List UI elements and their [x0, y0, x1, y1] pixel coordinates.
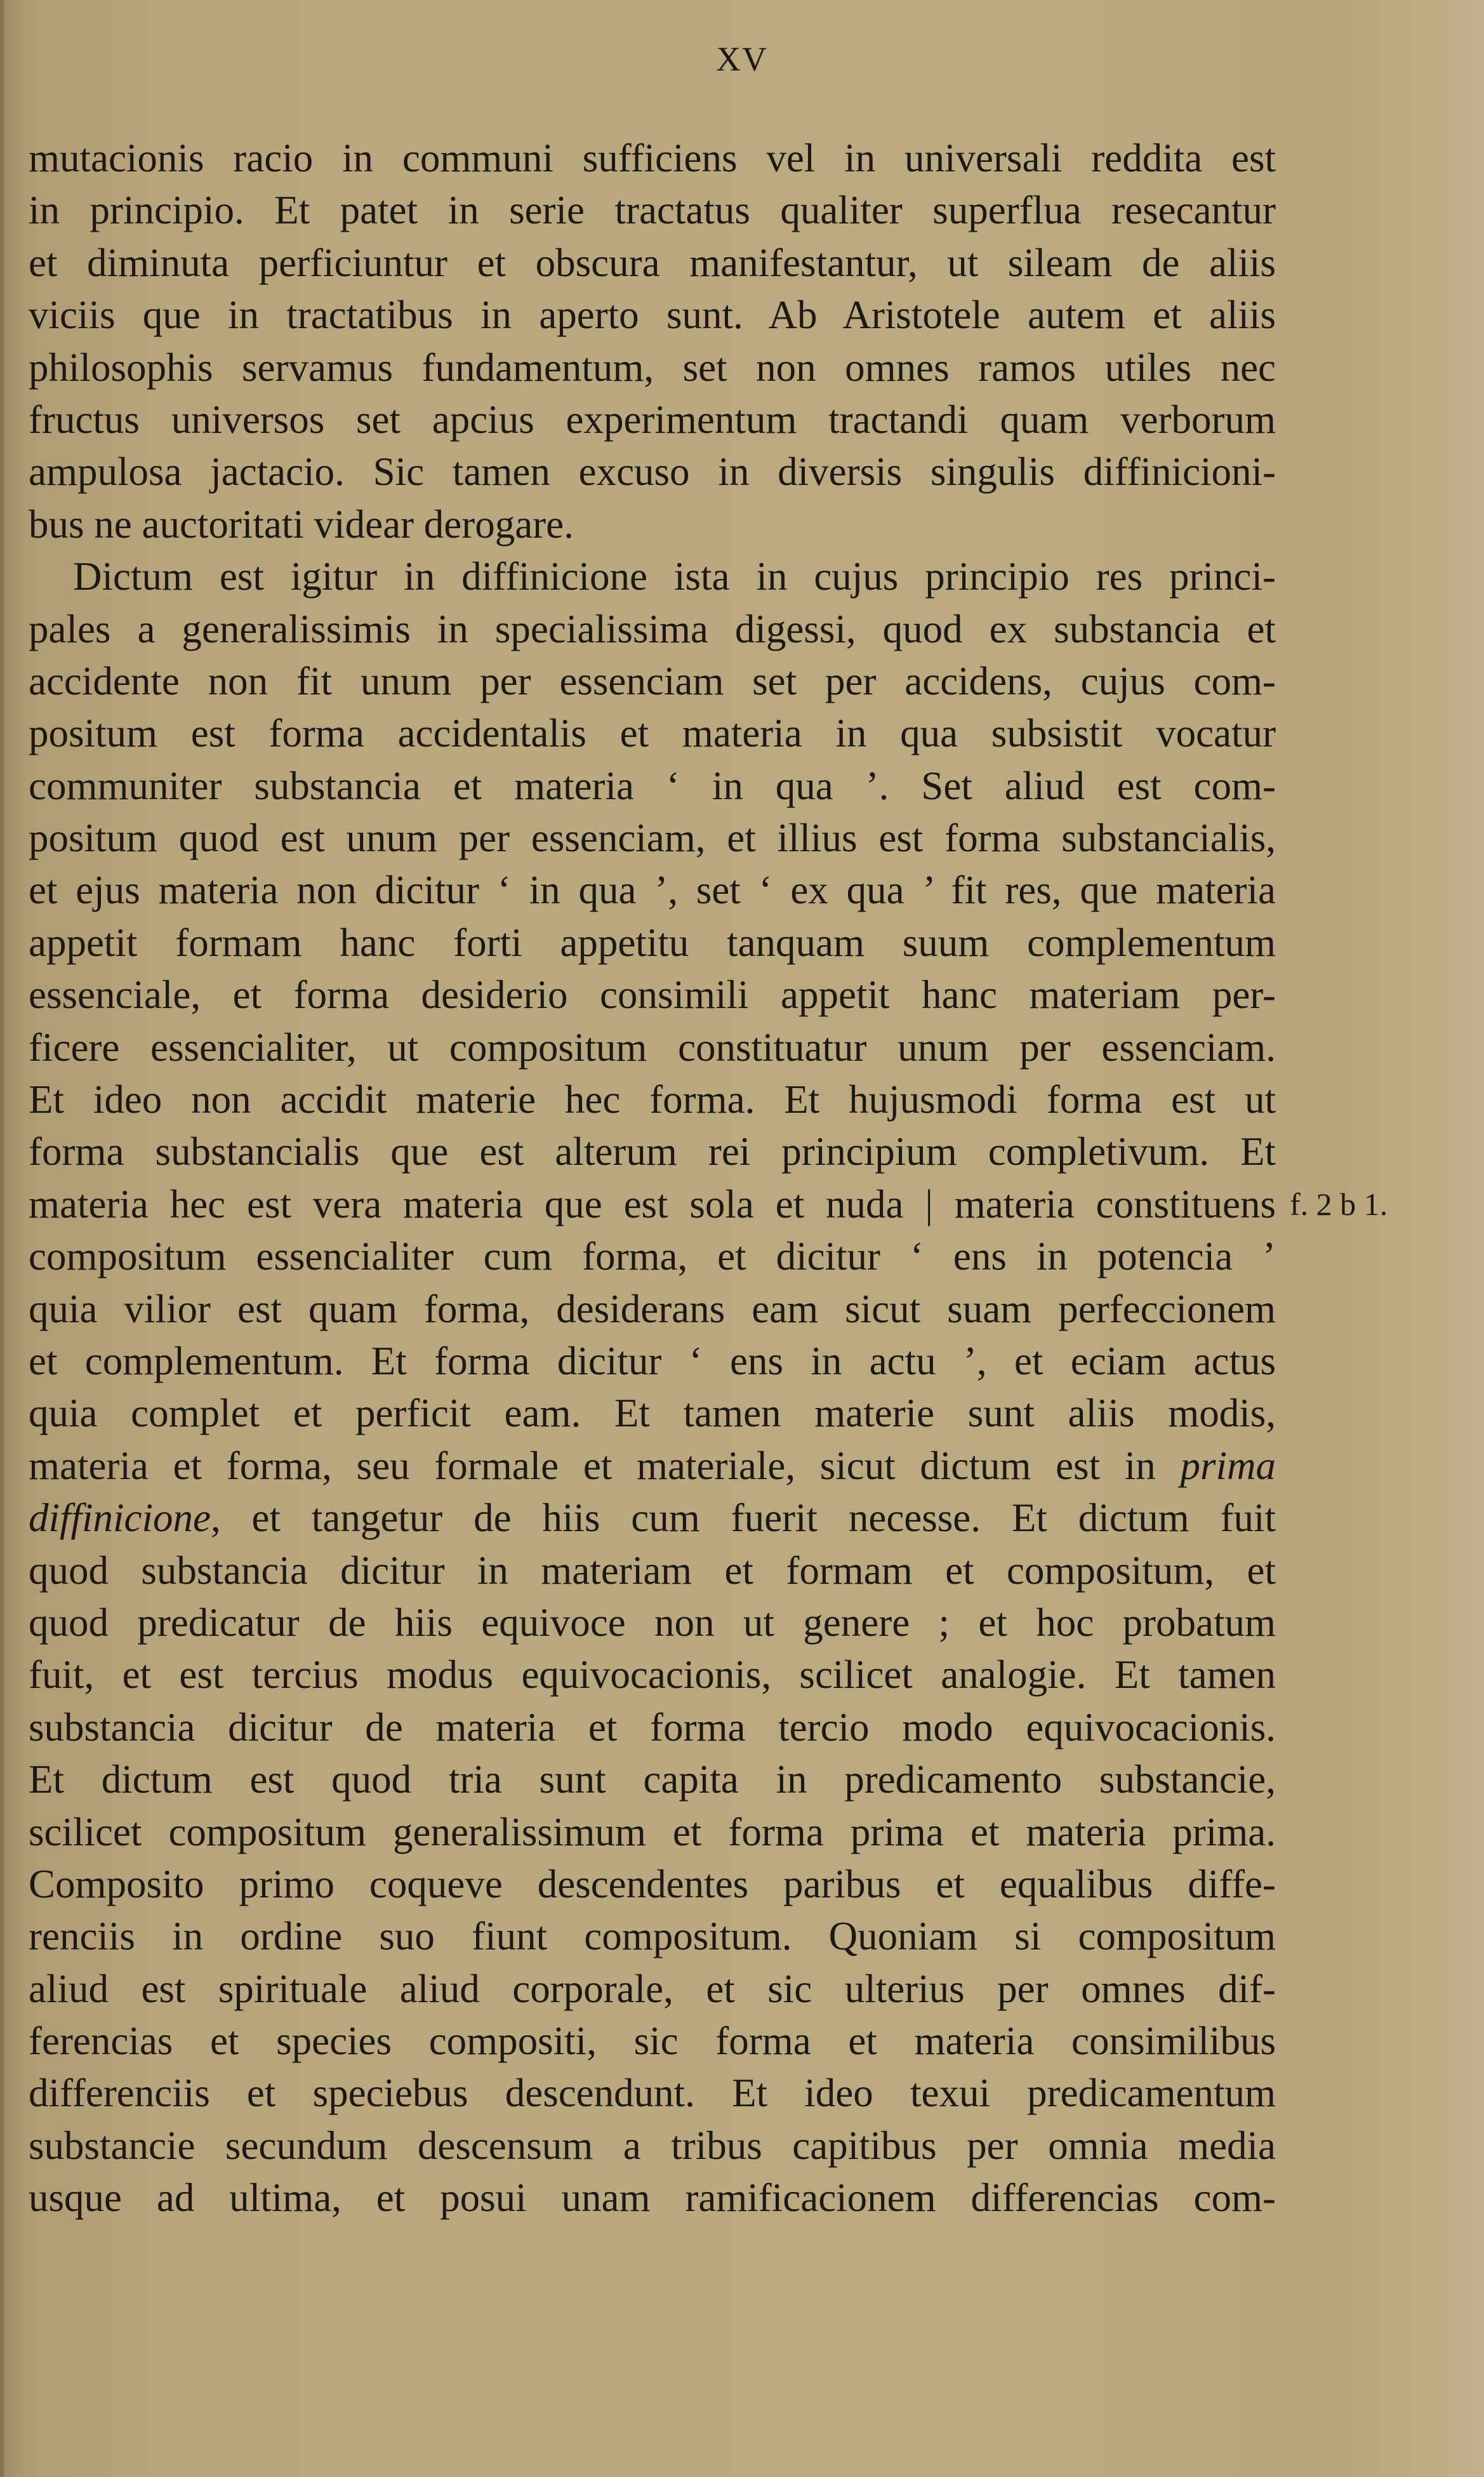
text-line: [29, 2120, 1276, 2172]
text-line: [29, 1073, 1276, 1126]
text-line: [29, 603, 1276, 655]
text-line: [29, 394, 1276, 446]
line-text: quia complet et perficit eam. Et tamen materie sunt aliis modis,: [29, 1391, 1276, 1436]
text-line: [29, 498, 1276, 550]
line-text: ficere essencialiter, ut compositum constituatur unum per essenciam.: [29, 1025, 1276, 1070]
text-line: [29, 1910, 1276, 1962]
text-line: [29, 1178, 1276, 1230]
text-line: [29, 1492, 1276, 1544]
page-binding-edge: [0, 0, 4, 2477]
line-text: forma substancialis que est alterum rei principium completivum. Et: [29, 1129, 1276, 1174]
line-text: positum quod est unum per essenciam, et illius est forma substancialis,: [29, 816, 1276, 861]
body-text: [29, 132, 1276, 2224]
text-line: [29, 1753, 1276, 1805]
line-text: , et tangetur de hiis cum fuerit necesse. Et dictum fuit: [210, 1496, 1276, 1541]
text-line: [29, 707, 1276, 759]
text-line: [29, 1021, 1276, 1073]
line-text: essenciale, et forma desiderio consimili appetit hanc materiam per-: [29, 973, 1276, 1018]
line-text: bus ne auctoritati videar derogare.: [29, 501, 574, 547]
line-text: Et ideo non accidit materie hec forma. Et hujusmodi forma est ut: [29, 1077, 1276, 1122]
line-text: quod substancia dicitur in materiam et formam et compositum, et: [29, 1548, 1276, 1593]
text-line: [29, 2015, 1276, 2067]
line-text: ampulosa jactacio. Sic tamen excuso in diversis singulis diffinicioni-: [29, 449, 1276, 495]
line-text: appetit formam hanc forti appetitu tanquam suum complementum: [29, 920, 1276, 965]
text-line: [29, 1283, 1276, 1335]
line-text: Composito primo coqueve descendentes paribus et equalibus diffe-: [29, 1861, 1276, 1906]
line-text: viciis que in tractatibus in aperto sunt. Ab Aristotele autem et aliis: [29, 293, 1276, 338]
italic-title: prima: [1180, 1443, 1276, 1488]
text-line: [29, 342, 1276, 394]
text-line: [29, 1963, 1276, 2015]
line-text: et complementum. Et forma dicitur ‘ ens in actu ’, et eciam actus: [29, 1338, 1276, 1383]
text-line: [29, 1701, 1276, 1753]
line-text: mutacionis racio in communi sufficiens vel in universali reddita est: [29, 136, 1276, 180]
line-text: philosophis servamus fundamentum, set non omnes ramos utiles nec: [29, 345, 1276, 390]
text-line: [29, 132, 1276, 184]
line-text: accidente non fit unum per essenciam set per accidens, cujus com-: [29, 658, 1276, 703]
line-text: quod predicatur de hiis equivoce non ut genere ; et hoc probatum: [29, 1600, 1276, 1645]
line-text: scilicet compositum generalissimum et forma prima et materia prima.: [29, 1809, 1276, 1854]
page-number: XV: [716, 40, 768, 78]
text-line: [29, 917, 1276, 969]
text-line: [29, 1649, 1276, 1701]
text-line: [29, 2067, 1276, 2119]
text-line: [29, 1387, 1276, 1439]
line-text: Et dictum est quod tria sunt capita in predicamento substancie,: [29, 1757, 1276, 1802]
text-line: [29, 1858, 1276, 1910]
text-line: [29, 969, 1276, 1021]
line-text: materia hec est vera materia que est sola et nuda | materia constituens: [29, 1181, 1276, 1226]
text-line: [29, 812, 1276, 864]
text-line: [29, 1335, 1276, 1387]
line-text: communiter substancia et materia ‘ in qua ’. Set aliud est com-: [29, 763, 1276, 808]
line-text: fuit, et est tercius modus equivocacionis, scilicet analogie. Et tamen: [29, 1652, 1276, 1697]
line-text: substancie secundum descensum a tribus capitibus per omnia media: [29, 2123, 1276, 2168]
line-text: pales a generalissimis in specialissima digessi, quod ex substancia et: [29, 606, 1276, 651]
line-text: Dictum est igitur in diffinicione ista in cujus principio res princi-: [73, 554, 1276, 599]
line-text: compositum essencialiter cum forma, et dicitur ‘ ens in potencia ’: [29, 1234, 1276, 1279]
text-line: [29, 1597, 1276, 1649]
line-text: fructus universos set apcius experimentum tractandi quam verborum: [29, 397, 1276, 442]
line-text: aliud est spirituale aliud corporale, et sic ulterius per omnes dif-: [29, 1966, 1276, 2011]
line-text: positum est forma accidentalis et materia in qua subsistit vocatur: [29, 711, 1276, 756]
line-text: et diminuta perficiuntur et obscura manifestantur, ut sileam de aliis: [29, 240, 1276, 285]
text-line: [29, 2172, 1276, 2224]
line-text: ferencias et species compositi, sic forma et materia consimilibus: [29, 2019, 1276, 2064]
text-line: [29, 1126, 1276, 1178]
line-text: materia et forma, seu formale et materiale, sicut dictum est in: [29, 1443, 1181, 1488]
text-line: [29, 237, 1276, 289]
text-line: [29, 289, 1276, 341]
text-line: [29, 760, 1276, 812]
line-text: substancia dicitur de materia et forma tercio modo equivocacionis.: [29, 1704, 1276, 1750]
italic-title: diffinicione: [29, 1496, 211, 1541]
text-line: [29, 446, 1276, 498]
margin-note: f. 2 b 1.: [1290, 1186, 1388, 1222]
text-line: [29, 655, 1276, 707]
text-line: [29, 864, 1276, 916]
text-line: [29, 1440, 1276, 1492]
line-text: in principio. Et patet in serie tractatus qualiter superflua resecantur: [29, 188, 1276, 233]
text-line: [29, 1230, 1276, 1282]
text-line: [29, 1544, 1276, 1597]
text-line: [29, 1806, 1276, 1858]
line-text: quia vilior est quam forma, desiderans eam sicut suam perfeccionem: [29, 1286, 1276, 1331]
line-text: differenciis et speciebus descendunt. Et ideo texui predicamentum: [29, 2071, 1276, 2116]
text-line: [29, 184, 1276, 236]
line-text: usque ad ultima, et posui unam ramificacionem differencias com-: [29, 2175, 1276, 2221]
line-text: et ejus materia non dicitur ‘ in qua ’, set ‘ ex qua ’ fit res, que materia: [29, 868, 1276, 913]
text-line: [29, 550, 1276, 602]
line-text: renciis in ordine suo fiunt compositum. Quoniam si compositum: [29, 1914, 1276, 1959]
